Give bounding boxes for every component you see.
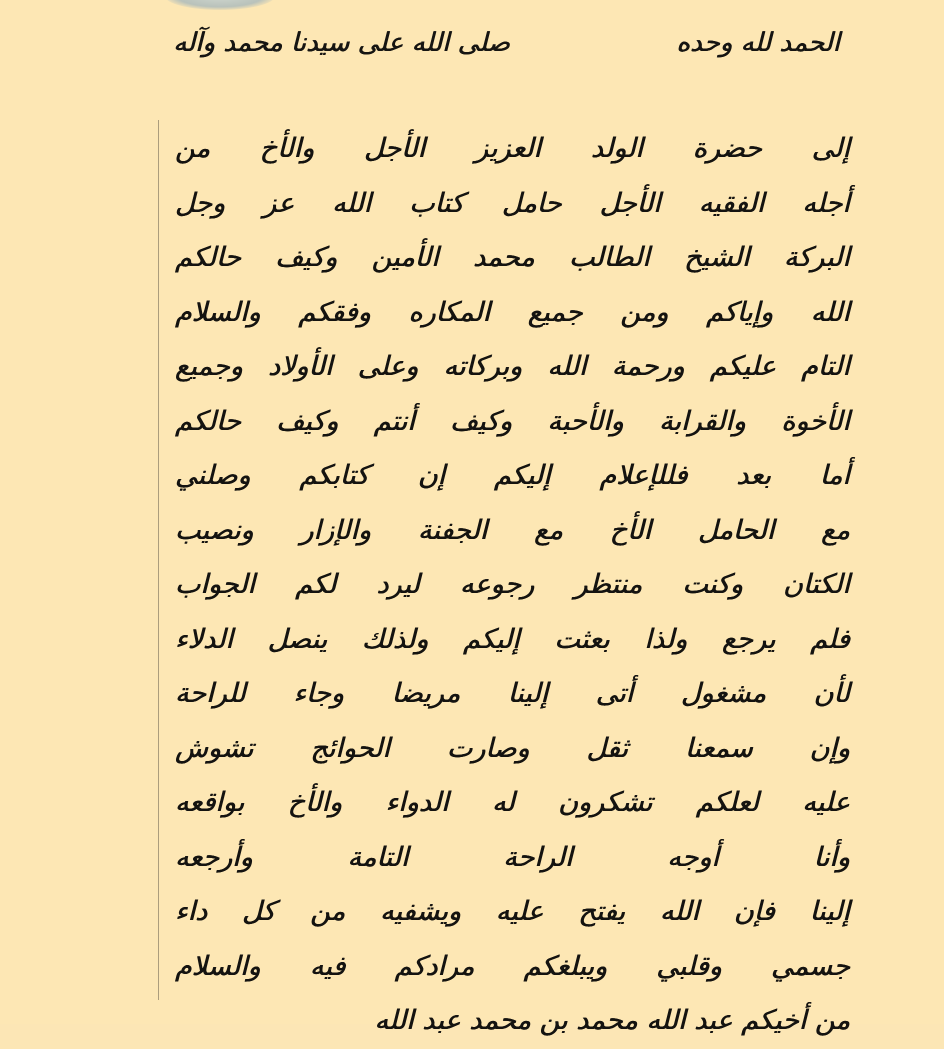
letter-line: مع الحامل الأخ مع الجفنة والإزار ونصيب — [175, 514, 850, 546]
letter-line: إلينا فإن الله يفتح عليه ويشفيه من كل داء — [175, 896, 850, 927]
letter-line: فلم يرجع ولذا بعثت إليكم ولذلك ينصل الدلاء — [175, 623, 850, 655]
letter-line: الله وإياكم ومن جميع المكاره وفقكم والسلام — [175, 296, 850, 328]
letter-line: جسمي وقلبي ويبلغكم مرادكم فيه والسلام — [175, 950, 850, 982]
letter-line: وإن سمعنا ثقل وصارت الحوائج تشوش — [175, 732, 850, 764]
letter-line: عليه لعلكم تشكرون له الدواء والأخ بواقعه — [175, 787, 850, 818]
letter-body — [175, 122, 850, 1049]
letter-line: أجله الفقيه الأجل حامل كتاب الله عز وجل — [175, 187, 850, 219]
letter-line: وأنا أوجه الراحة التامة وأرجعه — [175, 841, 850, 873]
letter-line: الأخوة والقرابة والأحبة وكيف أنتم وكيف حالكم — [175, 405, 850, 437]
letter-line: إلى حضرة الولد العزيز الأجل والأخ من — [175, 133, 850, 164]
header-invocation: الحمد لله وحده — [676, 28, 840, 58]
letter-line: التام عليكم ورحمة الله وبركاته وعلى الأولاد وجميع — [175, 351, 850, 382]
letter-line: أما بعد فللإعلام إليكم إن كتابكم وصلني — [175, 460, 850, 491]
letter-line: البركة الشيخ الطالب محمد الأمين وكيف حالكم — [175, 242, 850, 273]
letter-signature-line: من أخيكم عبد الله محمد بن محمد عبد الله — [374, 1005, 850, 1036]
margin-rule — [158, 120, 159, 1000]
letter-line: الكتان وكنت منتظر رجوعه ليرد لكم الجواب — [175, 569, 850, 600]
letter-line: لأن مشغول أتى إلينا مريضا وجاء للراحة — [175, 678, 850, 709]
image-edge-artifact — [165, 0, 275, 10]
letter-header — [173, 18, 840, 68]
header-blessing: صلى الله على سيدنا محمد وآله — [173, 28, 510, 58]
